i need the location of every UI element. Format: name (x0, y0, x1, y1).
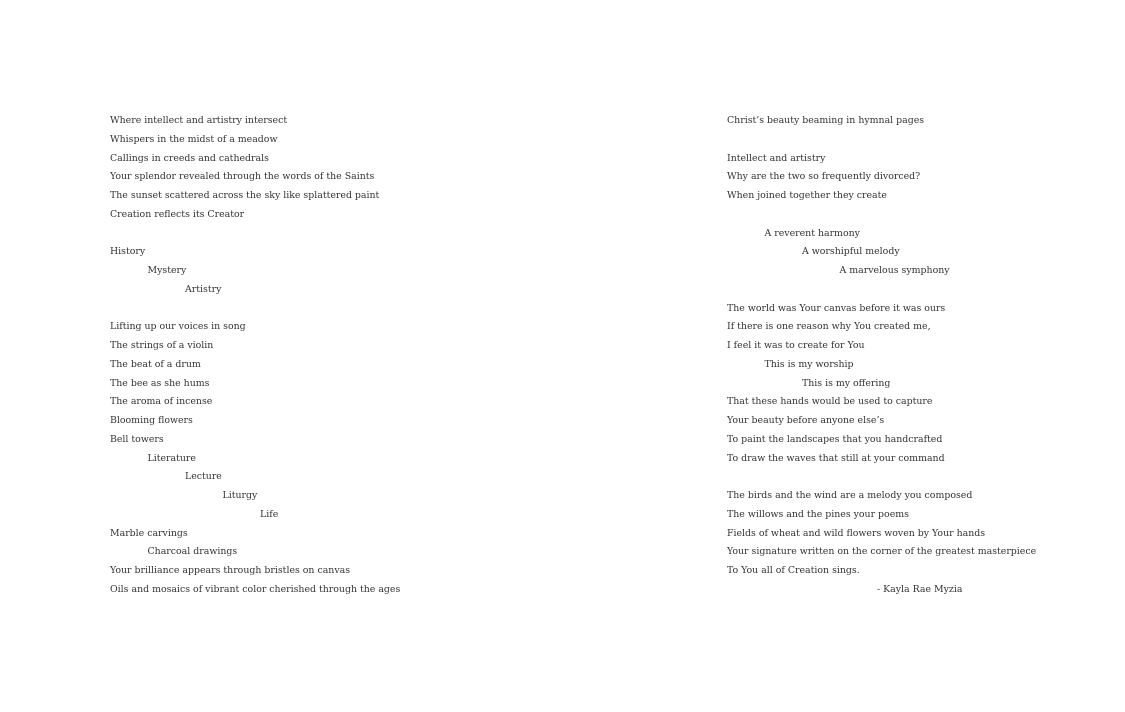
poem-line: Intellect and artistry (727, 152, 826, 164)
poem-line: Callings in creeds and cathedrals (110, 152, 269, 164)
poem-line: This is my worship (764, 358, 854, 370)
stanza-break (110, 225, 670, 244)
poem-line: History (110, 246, 146, 258)
poem-line: Where intellect and artistry intersect (110, 115, 288, 126)
stanza-break (727, 468, 1107, 487)
stanza-break (727, 281, 1107, 300)
poem-line: The beat of a drum (110, 358, 201, 370)
poem-line: Blooming flowers (110, 415, 193, 426)
poem-line: Lecture (185, 471, 222, 483)
poem-line: Mystery (147, 265, 187, 276)
poem-line: To draw the waves that still at your command (727, 452, 945, 464)
poem-line: Christ’s beauty beaming in hymnal pages (727, 115, 925, 126)
poem-line: This is my offering (802, 377, 891, 389)
poem-line: The willows and the pines your poems (727, 508, 909, 520)
poem-line: A marvelous symphony (839, 265, 950, 276)
poem-line: The world was Your canvas before it was ours (727, 302, 946, 314)
poem-line: Whispers in the midst of a meadow (110, 133, 278, 145)
poem-line: Your beauty before anyone else’s (727, 415, 885, 426)
author-signature: - Kayla Rae Myzia (877, 583, 963, 595)
poem-line: Artistry (185, 283, 222, 295)
poem-line: A reverent harmony (764, 227, 860, 239)
poem-line: If there is one reason why You created me, (727, 321, 931, 333)
poem-line: When joined together they create (727, 190, 887, 201)
poem-line: The bee as she hums (110, 377, 210, 389)
poem-left-column (110, 112, 670, 600)
stanza-break (727, 206, 1107, 225)
poem-line: Marble carvings (110, 527, 188, 539)
poem-line: I feel it was to create for You (727, 340, 865, 351)
poem-line: Why are the two so frequently divorced? (727, 171, 921, 183)
poem-line: The sunset scattered across the sky like splattered paint (110, 190, 380, 201)
poem-line: Creation reflects its Creator (110, 208, 245, 220)
poem-line: Literature (147, 452, 196, 464)
poem-line: Oils and mosaics of vibrant color cherished through the ages (110, 583, 401, 595)
poem-line: Bell towers (110, 433, 164, 445)
poem-line: A worshipful melody (802, 246, 900, 258)
poem-line: Charcoal drawings (147, 546, 238, 558)
poem-line: Fields of wheat and wild flowers woven by Your hands (727, 527, 986, 539)
poem-line: Your signature written on the corner of the greatest masterpiece (727, 546, 1037, 558)
poem-line: Your brilliance appears through bristles on canvas (110, 565, 351, 576)
stanza-break (727, 131, 1107, 150)
poem-line: Life (260, 508, 279, 520)
poem-line: The strings of a violin (110, 340, 214, 351)
poem-line: Lifting up our voices in song (110, 321, 246, 333)
poem-line: Liturgy (222, 490, 258, 501)
poem-line: To paint the landscapes that you handcrafted (727, 433, 943, 445)
poem-line: That these hands would be used to capture (727, 396, 933, 408)
poem-right-column (727, 112, 1107, 600)
stanza-break (110, 300, 670, 319)
poem-line: The aroma of incense (110, 396, 213, 408)
poem-line: To You all of Creation sings. (727, 565, 860, 576)
poem-line: Your splendor revealed through the words of the Saints (110, 171, 375, 183)
poem-line: The birds and the wind are a melody you composed (727, 490, 973, 501)
